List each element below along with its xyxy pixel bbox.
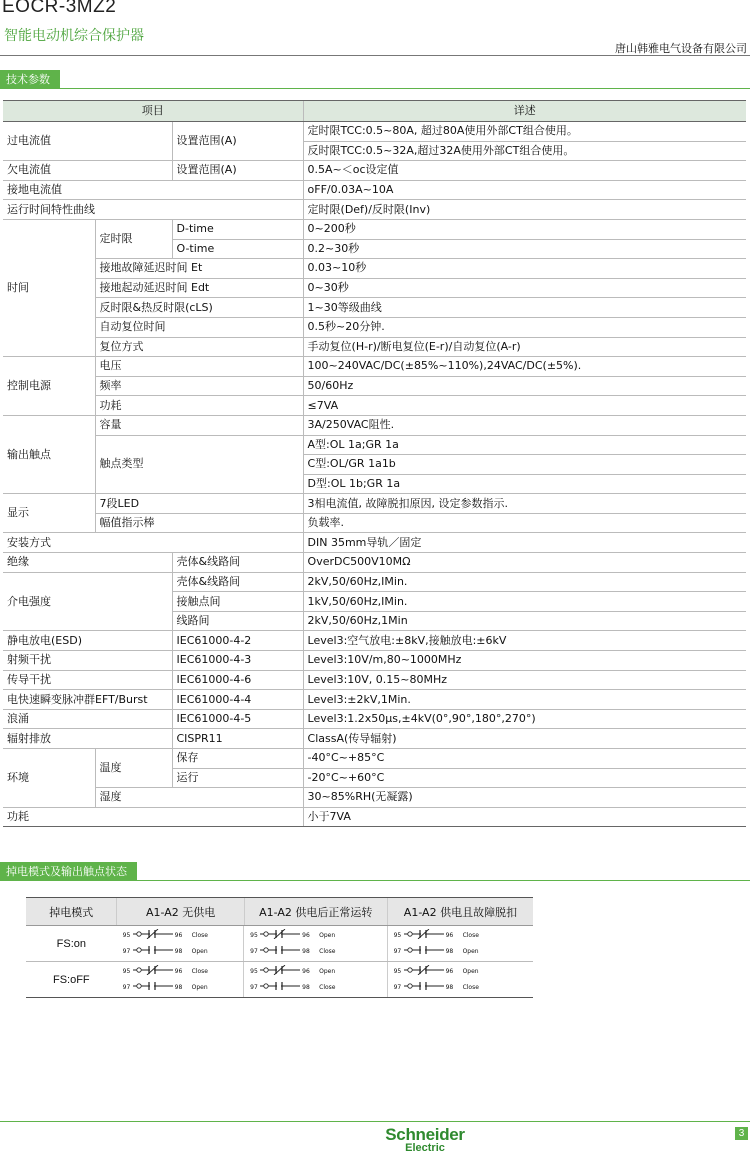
contact-state: Close [319, 984, 336, 991]
modes-body [26, 926, 533, 997]
spec-subitem: 保存 [172, 749, 303, 769]
terminal-label: 97 [393, 948, 402, 955]
terminal-label: 98 [445, 984, 454, 991]
terminal-label: 96 [445, 968, 454, 975]
spec-item: 环境 [3, 749, 95, 808]
spec-detail: 50/60Hz [303, 376, 746, 396]
contact-line [123, 980, 253, 996]
section-line-specs [0, 88, 750, 89]
spec-row [3, 337, 746, 357]
modes-header [26, 898, 533, 926]
spec-row [3, 729, 746, 749]
spec-detail: 小于7VA [303, 807, 746, 827]
spec-detail: Level3:10V/m,80~1000MHz [303, 651, 746, 671]
spec-detail: 负载率. [303, 513, 746, 533]
modes-row [26, 962, 533, 997]
mode-label: FS:oFF [52, 973, 90, 986]
contact-state: Close [319, 948, 336, 955]
spec-subitem: 容量 [95, 415, 303, 435]
spec-subitem: 运行 [172, 768, 303, 788]
spec-subitem: 湿度 [95, 788, 303, 808]
spec-detail: 0.2~30秒 [303, 239, 746, 259]
spec-detail: 30~85%RH(无凝露) [303, 788, 746, 808]
spec-item: 过电流值 [3, 122, 172, 161]
spec-subitem: 复位方式 [95, 337, 303, 357]
nc-contact-icon [404, 929, 444, 939]
spec-row [3, 670, 746, 690]
spec-detail: Level3:10V, 0.15~80MHz [303, 670, 746, 690]
brand-logo [370, 1125, 480, 1154]
spec-subitem: 定时限 [95, 219, 172, 258]
spec-detail: Level3:1.2x50μs,±4kV(0°,90°,180°,270°) [303, 709, 746, 729]
spec-subitem: 接地故障延迟时间 Et [95, 259, 303, 279]
spec-row [3, 631, 746, 651]
spec-row [3, 219, 746, 239]
spec-detail: DIN 35mm导轨／固定 [303, 533, 746, 553]
spec-detail: 0.5秒~20分钟. [303, 317, 746, 337]
spec-row [3, 415, 746, 435]
nc-contact-icon [260, 929, 300, 939]
spec-row [3, 533, 746, 553]
spec-subitem: 电压 [95, 357, 303, 377]
contact-line [394, 980, 524, 996]
terminal-label: 97 [250, 984, 258, 991]
section-tag-modes: 掉电模式及输出触点状态 [0, 862, 137, 881]
spec-detail: 2kV,50/60Hz,1Min [303, 611, 746, 631]
spec-subitem: CISPR11 [172, 729, 303, 749]
spec-subitem: O-time [172, 239, 303, 259]
contact-state: Close [462, 932, 479, 939]
spec-item: 时间 [3, 219, 95, 356]
spec-subitem: 触点类型 [95, 435, 303, 494]
modes-col-tripped: A1-A2 供电且故障脱扣 [387, 898, 533, 925]
contact-line [123, 964, 253, 980]
model-title: EOCR-3MZ2 [2, 0, 117, 17]
brand-sub: Electric [405, 1142, 445, 1154]
spec-item: 浪涌 [3, 709, 172, 729]
spec-detail: 手动复位(H-r)/断电复位(E-r)/自动复位(A-r) [303, 337, 746, 357]
terminal-label: 95 [122, 968, 131, 975]
spec-row [3, 200, 746, 220]
spec-subitem: 反时限&热反时限(cLS) [95, 298, 303, 318]
terminal-label: 98 [174, 984, 183, 991]
spec-detail: A型:OL 1a;GR 1a [303, 435, 746, 455]
modes-table [26, 897, 533, 998]
spec-row [3, 572, 746, 592]
spec-row [3, 180, 746, 200]
contact-line [394, 964, 524, 980]
terminal-label: 95 [250, 932, 258, 939]
spec-detail: -20°C~+60°C [303, 768, 746, 788]
spec-detail: 定时限TCC:0.5~80A, 超过80A使用外部CT组合使用。 [303, 122, 746, 142]
terminal-label: 98 [302, 984, 310, 991]
spec-subitem: 7段LED [95, 494, 303, 514]
spec-subitem: 温度 [95, 749, 172, 788]
spec-subitem: 线路间 [172, 611, 303, 631]
col-detail: 详述 [303, 101, 746, 122]
brand-name: Schneider [385, 1125, 465, 1144]
contact-state: Open [319, 968, 336, 975]
terminal-label: 96 [174, 932, 183, 939]
spec-item: 静电放电(ESD) [3, 631, 172, 651]
spec-item: 传导干扰 [3, 670, 172, 690]
no-contact-icon [260, 981, 300, 991]
spec-item: 介电强度 [3, 572, 172, 631]
section-line-modes [0, 880, 750, 881]
spec-detail: OverDC500V10MΩ [303, 553, 746, 573]
contact-state: Open [319, 932, 336, 939]
spec-detail: C型:OL/GR 1a1b [303, 455, 746, 475]
spec-subitem: 功耗 [95, 396, 303, 416]
spec-item: 射频干扰 [3, 651, 172, 671]
spec-detail: 1kV,50/60Hz,IMin. [303, 592, 746, 612]
col-item: 项目 [3, 101, 303, 122]
contact-line [394, 928, 524, 944]
modes-col-no-power: A1-A2 无供电 [116, 898, 243, 925]
no-contact-icon [404, 945, 444, 955]
spec-detail: ClassA(传导辐射) [303, 729, 746, 749]
spec-detail: 定时限(Def)/反时限(Inv) [303, 200, 746, 220]
spec-subitem: 接触点间 [172, 592, 303, 612]
spec-table-body [3, 122, 746, 827]
footer-divider [0, 1121, 750, 1122]
spec-subitem: 壳体&线路间 [172, 553, 303, 573]
spec-detail: 3相电流值, 故障脱扣原因, 设定参数指示. [303, 494, 746, 514]
spec-detail: 反时限TCC:0.5~32A,超过32A使用外部CT组合使用。 [303, 141, 746, 161]
terminal-label: 98 [445, 948, 454, 955]
contact-state-cell [243, 926, 386, 961]
spec-detail: 1~30等级曲线 [303, 298, 746, 318]
spec-subitem: IEC61000-4-2 [172, 631, 303, 651]
contact-state: Open [191, 948, 208, 955]
page-number: 3 [735, 1127, 748, 1140]
contact-line [123, 928, 253, 944]
no-contact-icon [404, 981, 444, 991]
no-contact-icon [133, 981, 173, 991]
spec-row [3, 690, 746, 710]
terminal-label: 95 [122, 932, 131, 939]
terminal-label: 97 [122, 984, 131, 991]
contact-state: Open [462, 948, 479, 955]
spec-detail: 100~240VAC/DC(±85%~110%),24VAC/DC(±5%). [303, 357, 746, 377]
spec-subitem: 壳体&线路间 [172, 572, 303, 592]
spec-row [3, 396, 746, 416]
spec-subitem: IEC61000-4-3 [172, 651, 303, 671]
spec-item: 接地电流值 [3, 180, 303, 200]
terminal-label: 96 [445, 932, 454, 939]
contact-state: Open [462, 968, 479, 975]
company-name: 唐山韩雅电气设备有限公司 [615, 42, 747, 55]
spec-item: 辐射排放 [3, 729, 172, 749]
terminal-label: 98 [302, 948, 310, 955]
contact-line [123, 944, 253, 960]
spec-subitem: 幅值指示棒 [95, 513, 303, 533]
spec-item: 安装方式 [3, 533, 303, 553]
contact-state: Close [191, 932, 208, 939]
terminal-label: 97 [122, 948, 131, 955]
spec-item: 运行时间特性曲线 [3, 200, 303, 220]
spec-item: 欠电流值 [3, 161, 172, 181]
terminal-label: 98 [174, 948, 183, 955]
spec-row [3, 435, 746, 455]
spec-row [3, 122, 746, 142]
spec-row [3, 161, 746, 181]
spec-detail: 0.5A~＜oc设定值 [303, 161, 746, 181]
spec-row [3, 709, 746, 729]
nc-contact-icon [404, 965, 444, 975]
nc-contact-icon [133, 929, 173, 939]
contact-state-cell [243, 962, 386, 997]
contact-line [394, 944, 524, 960]
spec-row [3, 553, 746, 573]
spec-row [3, 513, 746, 533]
spec-detail: oFF/0.03A~10A [303, 180, 746, 200]
spec-table [3, 100, 746, 827]
spec-subitem: 自动复位时间 [95, 317, 303, 337]
spec-subitem: 设置范围(A) [172, 122, 303, 161]
terminal-label: 95 [250, 968, 258, 975]
modes-col-normal: A1-A2 供电后正常运转 [244, 898, 387, 925]
terminal-label: 96 [302, 968, 310, 975]
spec-detail: 0~200秒 [303, 219, 746, 239]
spec-subitem: D-time [172, 219, 303, 239]
spec-detail: 3A/250VAC阻性. [303, 415, 746, 435]
terminal-label: 95 [393, 968, 402, 975]
section-tag-specs: 技术参数 [0, 70, 60, 89]
spec-row [3, 494, 746, 514]
spec-detail: D型:OL 1b;GR 1a [303, 474, 746, 494]
spec-item: 绝缘 [3, 553, 172, 573]
contact-line [250, 944, 380, 960]
spec-item: 电快速瞬变脉冲群EFT/Burst [3, 690, 172, 710]
contact-state: Close [462, 984, 479, 991]
spec-subitem: 接地起动延迟时间 Edt [95, 278, 303, 298]
mode-label: FS:on [56, 937, 86, 950]
spec-subitem: IEC61000-4-6 [172, 670, 303, 690]
no-contact-icon [133, 945, 173, 955]
spec-detail: ≤7VA [303, 396, 746, 416]
contact-state: Close [191, 968, 208, 975]
spec-subitem: IEC61000-4-4 [172, 690, 303, 710]
contact-state-cell [387, 926, 533, 961]
nc-contact-icon [133, 965, 173, 975]
spec-table-header [3, 101, 746, 122]
header-divider [0, 55, 750, 56]
spec-detail: Level3:空气放电:±8kV,接触放电:±6kV [303, 631, 746, 651]
nc-contact-icon [260, 965, 300, 975]
spec-row [3, 357, 746, 377]
contact-state-cell [387, 962, 533, 997]
spec-detail: Level3:±2kV,1Min. [303, 690, 746, 710]
contact-state-cell [117, 926, 244, 961]
spec-row [3, 376, 746, 396]
spec-item: 显示 [3, 494, 95, 533]
spec-row [3, 298, 746, 318]
contact-state: Open [191, 984, 208, 991]
terminal-label: 96 [302, 932, 310, 939]
modes-row [26, 926, 533, 962]
spec-item: 功耗 [3, 807, 303, 827]
spec-detail: 0~30秒 [303, 278, 746, 298]
terminal-label: 95 [393, 932, 402, 939]
contact-line [250, 980, 380, 996]
terminal-label: 96 [174, 968, 183, 975]
spec-detail: -40°C~+85°C [303, 749, 746, 769]
spec-subitem: IEC61000-4-5 [172, 709, 303, 729]
spec-row [3, 788, 746, 808]
spec-item: 控制电源 [3, 357, 95, 416]
contact-line [250, 928, 380, 944]
spec-row [3, 749, 746, 769]
modes-col-mode: 掉电模式 [49, 905, 94, 919]
spec-detail: 0.03~10秒 [303, 259, 746, 279]
spec-detail: 2kV,50/60Hz,IMin. [303, 572, 746, 592]
product-subtitle: 智能电动机综合保护器 [4, 28, 144, 44]
contact-state-cell [117, 962, 244, 997]
terminal-label: 97 [250, 948, 258, 955]
spec-row [3, 651, 746, 671]
spec-row [3, 807, 746, 827]
spec-row [3, 259, 746, 279]
terminal-label: 97 [393, 984, 402, 991]
spec-subitem: 频率 [95, 376, 303, 396]
spec-item: 输出触点 [3, 415, 95, 493]
spec-row [3, 317, 746, 337]
contact-line [250, 964, 380, 980]
no-contact-icon [260, 945, 300, 955]
spec-row [3, 278, 746, 298]
spec-subitem: 设置范围(A) [172, 161, 303, 181]
